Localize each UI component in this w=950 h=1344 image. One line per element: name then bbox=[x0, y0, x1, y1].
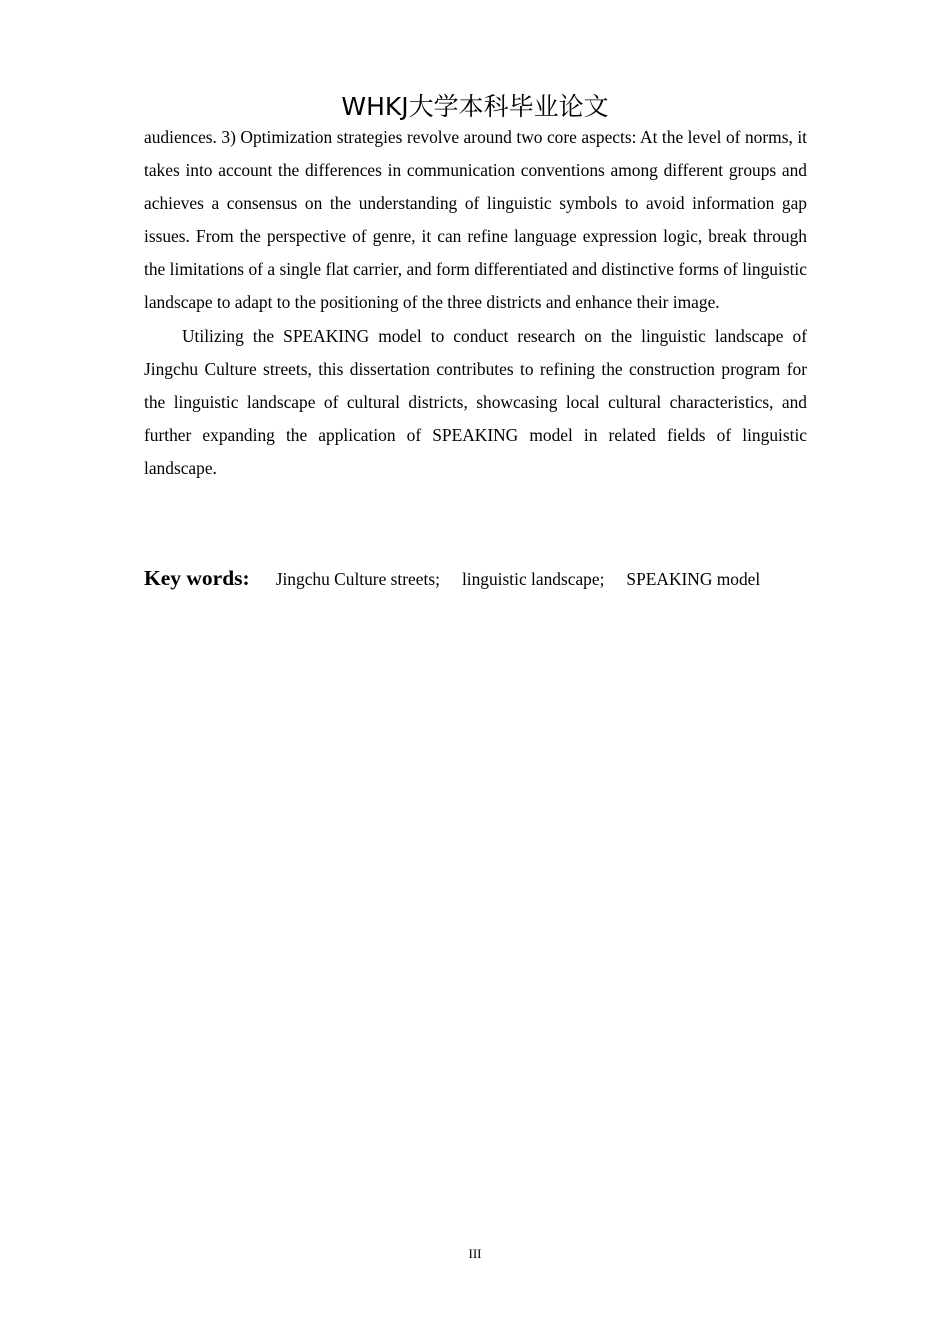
keyword-item: linguistic landscape bbox=[461, 569, 600, 589]
abstract-paragraph: Utilizing the SPEAKING model to conduct research on the linguistic landscape of Jingchu Culture streets, this dissertation contributes to refining the construction program for the linguistic landscape of cultural districts, showcasing local cultural characteristics, and further expanding the application of SPEAKING model in related fields of linguistic landscape. bbox=[144, 325, 807, 478]
page-header-title: WHKJ大学本科毕业论文 bbox=[341, 92, 609, 121]
abstract-paragraph: audiences. 3) Optimization strategies revolve around two core aspects: At the level of norms, it takes into account the differences in communication conventions among different groups and achieves a consensus on the understanding of linguistic symbols to avoid information gap issues. From the perspective of genre, it can refine language expression logic, break through the limitations of a single flat carrier, and form differentiated and distinctive forms of linguistic landscape to adapt to the positioning of the three districts and enhance their image. bbox=[144, 127, 807, 313]
keyword-separator: ; bbox=[435, 569, 440, 589]
keyword-item: SPEAKING model bbox=[626, 569, 761, 589]
keyword-separator: ; bbox=[599, 569, 605, 589]
keywords-label: Key words: bbox=[144, 566, 250, 590]
keyword-item: Jingchu Culture streets bbox=[275, 569, 436, 589]
page-number: III bbox=[468, 1246, 482, 1261]
keywords-line bbox=[144, 562, 844, 597]
abstract-body bbox=[144, 121, 807, 485]
